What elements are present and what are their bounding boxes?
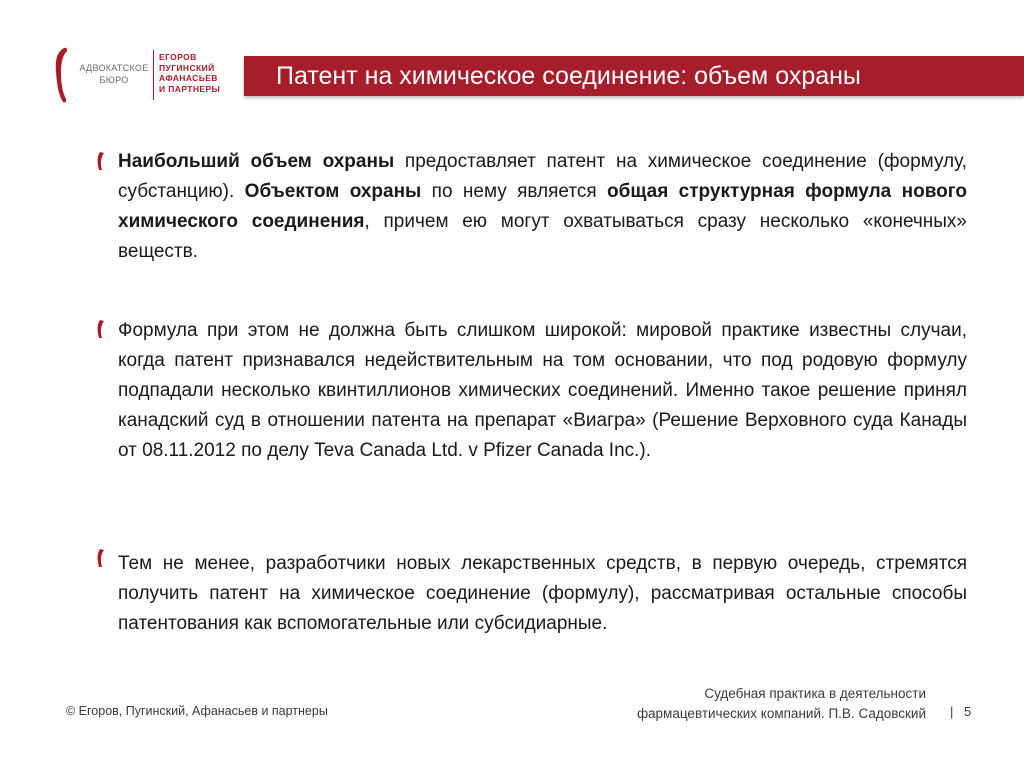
brand-divider xyxy=(153,50,154,100)
brand-right-line: ЕГОРОВ xyxy=(159,52,197,62)
footer-separator: | xyxy=(950,704,954,719)
footer-source-line: фармацевтических компаний. П.В. Садовский xyxy=(636,706,926,721)
footer-copyright: © Егоров, Пугинский, Афанасьев и партнеры xyxy=(66,704,328,718)
text-bold: Объектом охраны xyxy=(244,181,422,202)
text-regular: предоставляет патент на химическое соединение (формулу, субстанцию). xyxy=(118,151,967,202)
bullet-marker-icon xyxy=(94,548,108,568)
text-bold: Наибольший объем охраны xyxy=(118,151,395,172)
brand-left-line: БЮРО xyxy=(99,75,129,85)
text-regular: Формула при этом не должна быть слишком широкой: мировой практике известны случаи, когда патент признавался недействительным на том основании, что под родовую формулу подпадали несколько квинтиллионов химических соединений. Именно такое решение принял канадский суд в отношении патента на препарат «Виагра» (Решение Верховного суда Канады от 08.11.2012 по делу Teva Canada Ltd. v Pfizer Canada Inc.). xyxy=(118,320,967,461)
text-regular: Тем не менее, разработчики новых лекарственных средств, в первую очередь, стремятся получить патент на химическое соединение (формулу), рассматривая остальные способы патентования как вспомогательные или субсидиарные. xyxy=(118,553,967,634)
bullet-paragraph xyxy=(118,316,967,466)
bullet-marker-icon xyxy=(94,319,108,339)
slide-title: Патент на химическое соединение: объем охраны xyxy=(276,62,861,90)
brand-right-line: АФАНАСЬЕВ xyxy=(159,73,218,83)
text-regular: по нему является xyxy=(421,181,608,202)
footer-source xyxy=(606,684,926,724)
brand-logo-mark-icon xyxy=(50,46,72,104)
footer-source-line: Судебная практика в деятельности xyxy=(704,686,926,701)
brand-name-left xyxy=(78,62,150,86)
bullet-paragraph xyxy=(118,147,967,267)
page-number: 5 xyxy=(964,704,972,719)
brand-right-line: И ПАРТНЕРЫ xyxy=(159,83,221,94)
bullet-marker-icon xyxy=(94,151,108,171)
brand-left-line: АДВОКАТСКОЕ xyxy=(79,63,149,73)
text-bold: общая структурная формула нового химического соединения xyxy=(118,181,968,232)
brand-right-line: ПУГИНСКИЙ xyxy=(159,62,215,73)
text-regular: , причем ею могут охватываться сразу несколько «конечных» веществ. xyxy=(118,211,967,262)
bullet-paragraph xyxy=(118,549,967,639)
brand-name-right xyxy=(159,52,220,94)
